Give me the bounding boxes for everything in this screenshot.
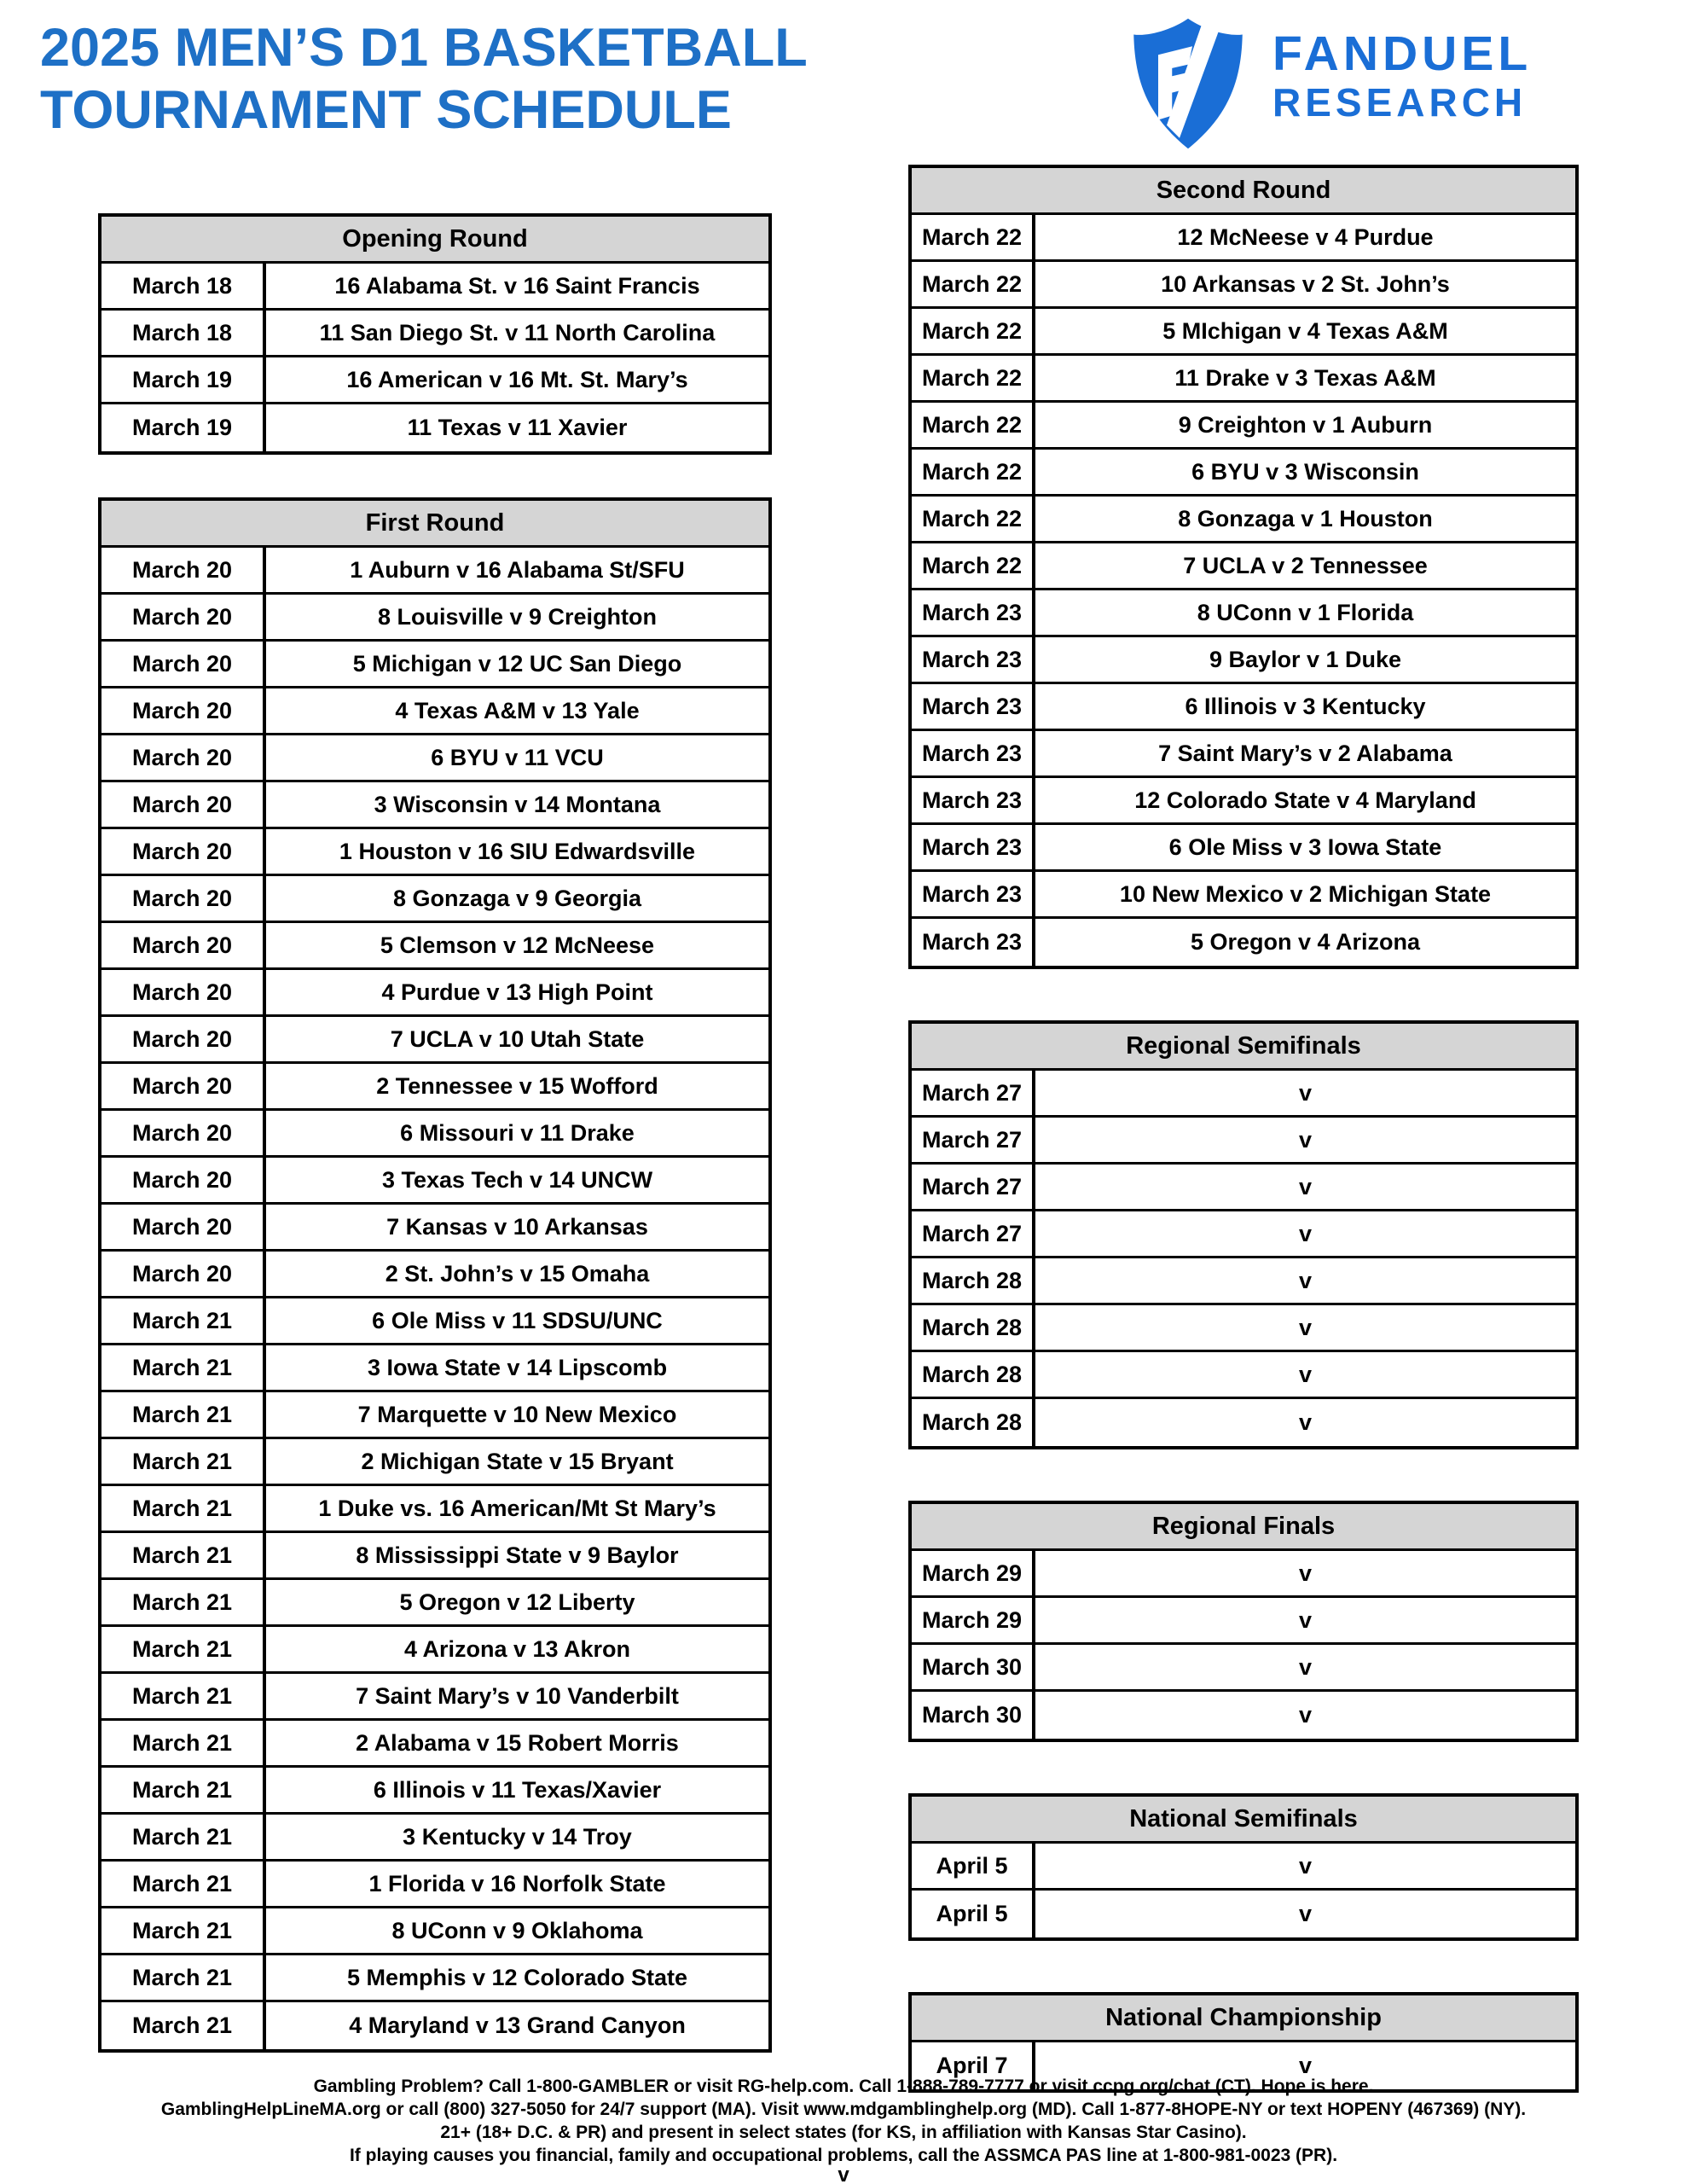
game-cell: 8 UConn v 1 Florida	[1197, 599, 1414, 625]
date-cell: March 20	[101, 642, 266, 686]
game-cell: 7 Kansas v 10 Arkansas	[386, 1213, 648, 1240]
game-cell: 9 Creighton v 1 Auburn	[1178, 411, 1433, 438]
game-cell: v	[1298, 1560, 1313, 1586]
date-cell: March 21	[101, 1298, 266, 1343]
game-cell: 5 Memphis v 12 Colorado State	[346, 1964, 688, 1990]
game-cell: v	[1298, 1653, 1313, 1680]
date-cell: March 23	[912, 590, 1035, 635]
date-cell: March 23	[912, 637, 1035, 682]
table-row	[912, 403, 1575, 450]
date-cell: March 27	[912, 1071, 1035, 1115]
table-row	[101, 595, 768, 642]
date-cell: March 20	[101, 595, 266, 639]
date-cell: March 21	[101, 1815, 266, 1859]
date-cell: March 22	[912, 497, 1035, 541]
date-cell: March 21	[101, 1955, 266, 2000]
game-cell: v	[1298, 1361, 1313, 1387]
game-cell: v	[1298, 1267, 1313, 1293]
date-cell: March 27	[912, 1211, 1035, 1256]
brand-subname: RESEARCH	[1272, 80, 1528, 125]
date-cell: March 20	[101, 782, 266, 827]
table-row	[912, 1692, 1575, 1739]
game-cell: 3 Kentucky v 14 Troy	[403, 1823, 632, 1850]
table-row	[101, 782, 768, 829]
table-row	[101, 1298, 768, 1345]
table-row	[101, 1486, 768, 1533]
date-cell: March 28	[912, 1399, 1035, 1446]
game-cell: v	[1298, 1702, 1313, 1728]
footer-line: If playing causes you financial, family and occupational problems, call the ASSMCA PAS line at 1-800-981-0023 (PR).	[349, 2146, 1338, 2165]
game-cell: 3 Wisconsin v 14 Montana	[374, 791, 661, 817]
table-row	[101, 264, 768, 311]
table-row	[912, 215, 1575, 262]
game-cell: v	[1298, 1126, 1313, 1153]
game-cell: 7 Saint Mary’s v 2 Alabama	[1158, 740, 1452, 766]
table-row	[912, 1844, 1575, 1891]
date-cell: March 19	[101, 404, 266, 451]
date-cell: March 21	[101, 1627, 266, 1671]
game-cell: 2 St. John’s v 15 Omaha	[385, 1260, 650, 1287]
game-cell: 9 Baylor v 1 Duke	[1209, 646, 1402, 672]
table-row	[912, 1071, 1575, 1118]
date-cell: March 21	[101, 1674, 266, 1718]
game-cell: 11 San Diego St. v 11 North Carolina	[319, 319, 716, 346]
opening-round-table	[98, 213, 772, 455]
table-row	[101, 923, 768, 970]
game-cell: 3 Iowa State v 14 Lipscomb	[367, 1354, 668, 1380]
table-header: Regional Semifinals	[912, 1024, 1575, 1071]
date-cell: March 20	[101, 548, 266, 592]
date-cell: March 20	[101, 735, 266, 780]
date-cell: March 18	[101, 264, 266, 308]
game-cell: 7 UCLA v 10 Utah State	[390, 1025, 645, 1052]
table-row	[101, 1627, 768, 1674]
table-header: National Semifinals	[912, 1797, 1575, 1844]
date-cell: March 23	[912, 872, 1035, 916]
brand-name: FANDUEL	[1272, 26, 1533, 81]
date-cell: March 20	[101, 970, 266, 1014]
date-cell: March 20	[101, 1111, 266, 1155]
date-cell: March 21	[101, 1580, 266, 1624]
date-cell: March 22	[912, 215, 1035, 259]
game-cell: 8 Gonzaga v 1 Houston	[1178, 505, 1433, 531]
date-cell: March 21	[101, 2002, 266, 2049]
game-cell: 7 Marquette v 10 New Mexico	[357, 1401, 677, 1427]
game-cell: 11 Texas v 11 Xavier	[407, 415, 628, 440]
table-row	[101, 1674, 768, 1721]
game-cell: 4 Purdue v 13 High Point	[381, 979, 653, 1005]
table-row	[912, 825, 1575, 872]
date-cell: March 29	[912, 1551, 1035, 1595]
game-cell: 5 Oregon v 12 Liberty	[399, 1589, 635, 1615]
table-row	[912, 1211, 1575, 1258]
game-cell: 6 BYU v 3 Wisconsin	[1191, 458, 1419, 485]
table-row	[912, 543, 1575, 590]
footer-line: Gambling Problem? Call 1-800-GAMBLER or visit RG-help.com. Call 1-888-789-7777 or visit ccpg.org/chat (CT). Hope is here.	[313, 2077, 1374, 2096]
date-cell: March 23	[912, 684, 1035, 729]
date-cell: March 20	[101, 923, 266, 967]
date-cell: March 22	[912, 403, 1035, 447]
table-row	[912, 637, 1575, 684]
fanduel-shield-icon	[1124, 14, 1252, 154]
game-cell: 8 UConn v 9 Oklahoma	[391, 1917, 643, 1943]
table-header: First Round	[101, 501, 768, 548]
date-cell: April 7	[912, 2042, 1035, 2089]
table-row	[912, 684, 1575, 731]
date-cell: March 23	[912, 778, 1035, 822]
table-row	[101, 642, 768, 688]
footer-line: GamblingHelpLineMA.org or call (800) 327-5050 for 24/7 support (MA). Visit www.mdgamblinghelp.org (MD). Call 1-877-8HOPE-NY or text HOPENY (467369) (NY).	[160, 2100, 1527, 2119]
date-cell: March 20	[101, 1064, 266, 1108]
table-row	[101, 1392, 768, 1439]
footer-line: 21+ (18+ D.C. & PR) and present in select states (for KS, in affiliation with Kansas Star Casino).	[440, 2123, 1247, 2142]
game-cell: 6 Ole Miss v 11 SDSU/UNC	[372, 1307, 663, 1333]
game-cell: v	[1298, 1173, 1313, 1199]
table-row	[101, 688, 768, 735]
game-cell: v	[1298, 1606, 1313, 1633]
date-cell: March 30	[912, 1645, 1035, 1689]
game-cell: 2 Tennessee v 15 Wofford	[376, 1072, 658, 1099]
date-cell: March 23	[912, 731, 1035, 775]
game-cell: 8 Gonzaga v 9 Georgia	[392, 885, 642, 911]
game-cell: 4 Maryland v 13 Grand Canyon	[349, 2013, 686, 2038]
page-title	[40, 17, 808, 142]
date-cell: April 5	[912, 1844, 1035, 1888]
game-cell: 1 Auburn v 16 Alabama St/SFU	[350, 556, 685, 583]
table-row	[912, 1352, 1575, 1399]
date-cell: March 21	[101, 1345, 266, 1390]
table-row	[101, 1908, 768, 1955]
date-cell: March 20	[101, 1205, 266, 1249]
date-cell: March 27	[912, 1165, 1035, 1209]
table-row	[101, 829, 768, 876]
game-cell: 1 Duke vs. 16 American/Mt St Mary’s	[318, 1495, 716, 1521]
date-cell: March 28	[912, 1352, 1035, 1397]
table-row	[101, 1533, 768, 1580]
date-cell: March 21	[101, 1392, 266, 1437]
left-column	[98, 213, 772, 2095]
game-cell: 5 Michigan v 12 UC San Diego	[352, 650, 682, 677]
table-row	[101, 1721, 768, 1768]
date-cell: March 20	[101, 688, 266, 733]
game-cell: 8 Mississippi State v 9 Baylor	[356, 1542, 679, 1568]
national-semifinals-table	[908, 1793, 1579, 1941]
game-cell: 1 Florida v 16 Norfolk State	[368, 1870, 666, 1896]
game-cell: 6 BYU v 11 VCU	[431, 744, 604, 770]
table-row	[912, 450, 1575, 497]
date-cell: March 21	[101, 1486, 266, 1531]
table-row	[101, 1768, 768, 1815]
game-cell: 5 Clemson v 12 McNeese	[380, 932, 655, 958]
date-cell: March 21	[101, 1533, 266, 1577]
date-cell: March 21	[101, 1721, 266, 1765]
right-column	[908, 165, 1579, 2144]
table-row	[912, 778, 1575, 825]
game-cell: 10 New Mexico v 2 Michigan State	[1119, 880, 1492, 907]
table-row	[101, 1580, 768, 1627]
game-cell: 7 UCLA v 2 Tennessee	[1183, 552, 1428, 578]
date-cell: March 22	[912, 543, 1035, 588]
table-row	[101, 1439, 768, 1486]
table-row	[912, 1598, 1575, 1645]
responsible-gambling-footer	[0, 2075, 1687, 2167]
table-row	[101, 1252, 768, 1298]
date-cell: March 22	[912, 262, 1035, 306]
date-cell: April 5	[912, 1891, 1035, 1937]
table-row	[912, 309, 1575, 356]
table-row	[912, 1305, 1575, 1352]
date-cell: March 28	[912, 1305, 1035, 1350]
game-cell: 6 Missouri v 11 Drake	[400, 1119, 635, 1146]
fanduel-wordmark	[1272, 27, 1532, 125]
game-cell: 16 American v 16 Mt. St. Mary’s	[346, 366, 688, 392]
first-round-table	[98, 497, 772, 2053]
date-cell: March 20	[101, 1158, 266, 1202]
table-row	[912, 1399, 1575, 1446]
game-cell: 4 Arizona v 13 Akron	[403, 1635, 631, 1662]
table-header: Second Round	[912, 168, 1575, 215]
game-cell: 11 Drake v 3 Texas A&M	[1174, 364, 1436, 391]
game-cell: v	[1298, 1079, 1313, 1106]
game-cell: v	[1298, 1852, 1313, 1879]
table-row	[912, 262, 1575, 309]
date-cell: March 21	[101, 1768, 266, 1812]
table-row	[101, 1158, 768, 1205]
table-row	[912, 590, 1575, 637]
table-row	[101, 2002, 768, 2049]
game-cell: 16 Alabama St. v 16 Saint Francis	[334, 272, 700, 299]
date-cell: March 22	[912, 309, 1035, 353]
game-cell: 10 Arkansas v 2 St. John’s	[1161, 270, 1450, 297]
fanduel-research-logo	[1124, 14, 1532, 154]
date-cell: March 18	[101, 311, 266, 355]
table-row	[101, 357, 768, 404]
table-header: Regional Finals	[912, 1504, 1575, 1551]
game-cell: v	[1298, 1901, 1313, 1926]
game-cell: 2 Alabama v 15 Robert Morris	[356, 1729, 679, 1756]
table-row	[912, 872, 1575, 919]
table-row	[101, 1815, 768, 1862]
date-cell: March 20	[101, 876, 266, 921]
table-row	[101, 548, 768, 595]
game-cell: 7 Saint Mary’s v 10 Vanderbilt	[356, 1682, 679, 1709]
date-cell: March 29	[912, 1598, 1035, 1642]
date-cell: March 30	[912, 1692, 1035, 1739]
date-cell: March 20	[101, 1017, 266, 1061]
regional-semifinals-table	[908, 1020, 1579, 1449]
date-cell: March 21	[101, 1439, 266, 1484]
table-row	[912, 356, 1575, 403]
table-row	[912, 731, 1575, 778]
table-row	[912, 1118, 1575, 1165]
table-header: National Championship	[912, 1995, 1575, 2042]
table-row	[101, 1111, 768, 1158]
game-cell: 6 Ole Miss v 3 Iowa State	[1168, 834, 1442, 860]
table-row	[912, 1258, 1575, 1305]
game-cell: 6 Illinois v 3 Kentucky	[1185, 693, 1426, 719]
date-cell: March 21	[101, 1862, 266, 1906]
date-cell: March 20	[101, 1252, 266, 1296]
game-cell: 8 Louisville v 9 Creighton	[377, 603, 658, 630]
table-row	[101, 876, 768, 923]
game-cell: 3 Texas Tech v 14 UNCW	[381, 1166, 653, 1193]
game-cell: v	[1298, 1409, 1313, 1435]
game-cell: 2 Michigan State v 15 Bryant	[361, 1448, 674, 1474]
table-row	[101, 1862, 768, 1908]
table-row	[912, 1891, 1575, 1937]
table-row	[912, 497, 1575, 543]
game-cell: 5 Oregon v 4 Arizona	[1190, 929, 1421, 955]
game-cell: 12 Colorado State v 4 Maryland	[1134, 787, 1476, 813]
table-row	[101, 1205, 768, 1252]
date-cell: March 28	[912, 1258, 1035, 1303]
table-row	[912, 1645, 1575, 1692]
game-cell: v	[1298, 1314, 1313, 1340]
game-cell: 6 Illinois v 11 Texas/Xavier	[373, 1776, 662, 1803]
game-cell: 12 McNeese v 4 Purdue	[1177, 224, 1434, 250]
date-cell: March 19	[101, 357, 266, 402]
table-row	[101, 404, 768, 451]
second-round-table	[908, 165, 1579, 969]
table-row	[101, 1955, 768, 2002]
page-title-line1: 2025 MEN’S D1 BASKETBALL	[40, 18, 808, 78]
table-row	[101, 1345, 768, 1392]
table-row	[912, 919, 1575, 966]
table-row	[101, 970, 768, 1017]
page-title-line2: TOURNAMENT SCHEDULE	[40, 80, 732, 140]
table-row	[101, 735, 768, 782]
date-cell: March 22	[912, 450, 1035, 494]
table-row	[101, 1064, 768, 1111]
regional-finals-table	[908, 1501, 1579, 1742]
table-header: Opening Round	[101, 217, 768, 264]
game-cell: v	[1298, 1220, 1313, 1246]
game-cell: 4 Texas A&M v 13 Yale	[395, 697, 640, 723]
game-cell: 1 Houston v 16 SIU Edwardsville	[339, 838, 696, 864]
game-cell: 5 MIchigan v 4 Texas A&M	[1162, 317, 1448, 344]
date-cell: March 23	[912, 825, 1035, 869]
date-cell: March 23	[912, 919, 1035, 966]
date-cell: March 20	[101, 829, 266, 874]
table-row	[912, 1165, 1575, 1211]
table-row	[912, 1551, 1575, 1598]
cutoff-versus-text: v	[838, 2164, 849, 2184]
date-cell: March 22	[912, 356, 1035, 400]
table-row	[101, 1017, 768, 1064]
date-cell: March 27	[912, 1118, 1035, 1162]
date-cell: March 21	[101, 1908, 266, 1953]
table-row	[101, 311, 768, 357]
game-cell: v	[1298, 2053, 1313, 2078]
